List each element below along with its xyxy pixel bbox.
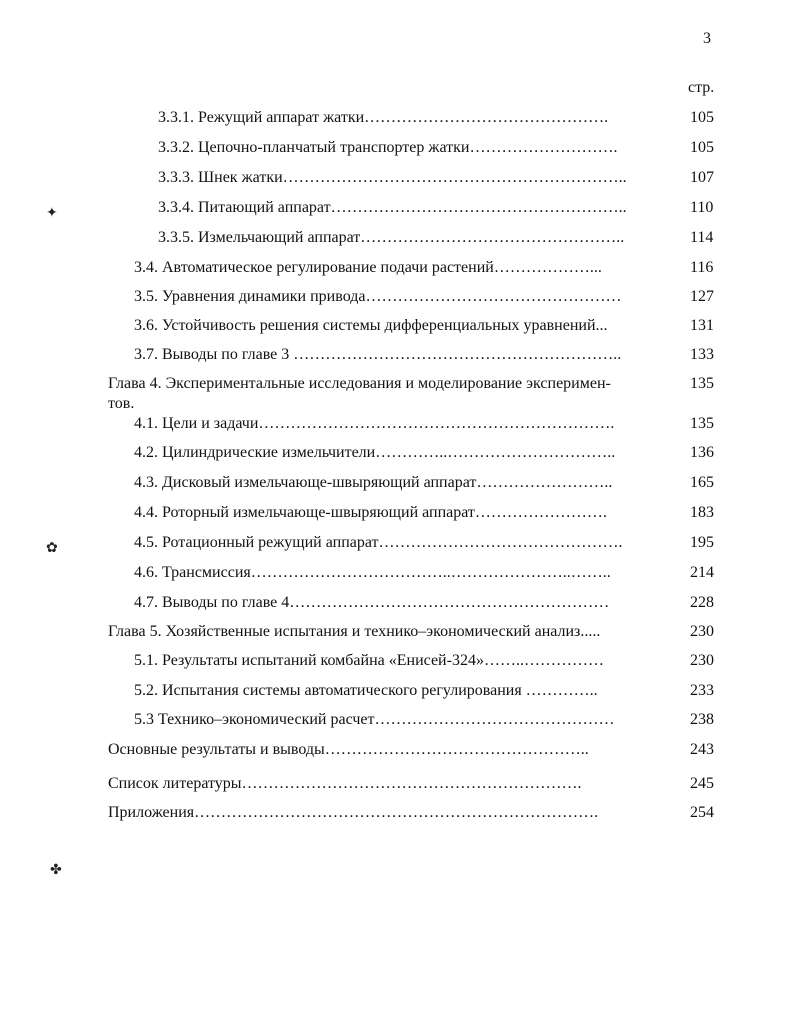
toc-entry-title: 3.3.4. Питающий аппарат……………………………………………….. bbox=[158, 199, 627, 216]
toc-entry-page: 183 bbox=[690, 504, 714, 521]
toc-entry bbox=[0, 563, 792, 585]
toc-chapter-entry bbox=[0, 622, 792, 644]
toc-chapter-entry bbox=[0, 374, 792, 396]
toc-entry bbox=[0, 473, 792, 495]
toc-chapter-entry bbox=[0, 774, 792, 796]
toc-entry-continuation: тов. bbox=[108, 395, 135, 412]
toc-entry-title: 4.4. Роторный измельчающе-швыряющий аппарат……………………. bbox=[134, 504, 607, 521]
toc-entry-title: 4.7. Выводы по главе 4…………………………………………………… bbox=[134, 594, 610, 611]
toc-entry-page: 238 bbox=[690, 711, 714, 728]
toc-entry bbox=[0, 228, 792, 250]
toc-entry-page: 243 bbox=[690, 741, 714, 758]
toc-entry bbox=[0, 710, 792, 732]
toc-entry-page: 233 bbox=[690, 682, 714, 699]
toc-entry-title: 4.2. Цилиндрические измельчители…………..………………………….. bbox=[134, 444, 616, 461]
toc-entry bbox=[0, 681, 792, 703]
toc-chapter-entry bbox=[0, 740, 792, 762]
toc-entry-title: 3.5. Уравнения динамики привода………………………………………… bbox=[134, 288, 622, 305]
toc-entry-page: 110 bbox=[690, 199, 714, 216]
page-number: 3 bbox=[703, 30, 711, 47]
toc-entry-page: 107 bbox=[690, 169, 714, 186]
toc-entry-page: 214 bbox=[690, 564, 714, 581]
toc-entry bbox=[0, 414, 792, 436]
toc-entry-title: Глава 4. Экспериментальные исследования и моделирование эксперимен- bbox=[108, 375, 611, 392]
toc-entry-page: 116 bbox=[690, 259, 714, 276]
toc-entry-title: 4.1. Цели и задачи…………………………………………………………. bbox=[134, 415, 615, 432]
toc-entry-page: 135 bbox=[690, 375, 714, 392]
toc-entry bbox=[0, 593, 792, 615]
scan-speck-icon: ✦ bbox=[46, 206, 58, 221]
toc-entry-title: Основные результаты и выводы………………………………………….. bbox=[108, 741, 589, 758]
toc-entry bbox=[0, 345, 792, 367]
toc-entry-page: 165 bbox=[690, 474, 714, 491]
toc-entry-page: 254 bbox=[690, 804, 714, 821]
toc-entry-title: 4.5. Ротационный режущий аппарат………………………………………. bbox=[134, 534, 623, 551]
toc-entry-title: 3.4. Автоматическое регулирование подачи растений………………... bbox=[134, 259, 602, 276]
toc-entry bbox=[0, 258, 792, 280]
toc-entry bbox=[0, 198, 792, 220]
toc-entry-title: 3.7. Выводы по главе 3 …………………………………………………….. bbox=[134, 346, 622, 363]
toc-entry-title: 4.3. Дисковый измельчающе-швыряющий аппарат…………………….. bbox=[134, 474, 613, 491]
toc-entry-page: 135 bbox=[690, 415, 714, 432]
toc-entry-page: 133 bbox=[690, 346, 714, 363]
scan-speck-icon: ✿ bbox=[46, 541, 58, 556]
toc-entry-page: 131 bbox=[690, 317, 714, 334]
toc-entry-title: 5.3 Технико–экономический расчет……………………………………… bbox=[134, 711, 615, 728]
toc-entry-page: 245 bbox=[690, 775, 714, 792]
toc-entry bbox=[0, 316, 792, 338]
toc-entry bbox=[0, 503, 792, 525]
toc-chapter-entry bbox=[0, 803, 792, 825]
toc-entry-title: Глава 5. Хозяйственные испытания и технико–экономический анализ..... bbox=[108, 623, 601, 640]
toc-entry-title: 3.3.3. Шнек жатки……………………………………………………….. bbox=[158, 169, 627, 186]
toc-entry-page: 127 bbox=[690, 288, 714, 305]
toc-entry-page: 230 bbox=[690, 623, 714, 640]
toc-entry-title: 3.3.5. Измельчающий аппарат………………………………………….. bbox=[158, 229, 625, 246]
toc-entry-title: 3.3.2. Цепочно-планчатый транспортер жатки………………………. bbox=[158, 139, 618, 156]
toc-entry-title: 3.6. Устойчивость решения системы дифференциальных уравнений... bbox=[134, 317, 608, 334]
toc-entry bbox=[0, 651, 792, 673]
pages-column-label: стр. bbox=[688, 79, 715, 96]
toc-entry bbox=[0, 168, 792, 190]
toc-entry-page: 195 bbox=[690, 534, 714, 551]
toc-entry-title: Приложения…………………………………………………………………. bbox=[108, 804, 599, 821]
toc-entry-page: 105 bbox=[690, 109, 714, 126]
toc-entry-title: 4.6. Трансмиссия………………………………..…………………..…….. bbox=[134, 564, 611, 581]
toc-entry bbox=[0, 108, 792, 130]
toc-entry-title: 3.3.1. Режущий аппарат жатки………………………………………. bbox=[158, 109, 609, 126]
scan-speck-icon: ✤ bbox=[50, 863, 62, 878]
toc-entry-title: 5.2. Испытания системы автоматического регулирования ………….. bbox=[134, 682, 598, 699]
toc-entry-page: 136 bbox=[690, 444, 714, 461]
toc-entry-title: 5.1. Результаты испытаний комбайна «Енисей-324»……..…………… bbox=[134, 652, 604, 669]
toc-entry-page: 230 bbox=[690, 652, 714, 669]
toc-entry bbox=[0, 443, 792, 465]
toc-entry-title: Список литературы………………………………………………………. bbox=[108, 775, 582, 792]
toc-entry bbox=[0, 138, 792, 160]
toc-entry-page: 114 bbox=[690, 229, 714, 246]
toc-entry-page: 228 bbox=[690, 594, 714, 611]
toc-entry bbox=[0, 533, 792, 555]
toc-entry bbox=[0, 287, 792, 309]
toc-entry-page: 105 bbox=[690, 139, 714, 156]
